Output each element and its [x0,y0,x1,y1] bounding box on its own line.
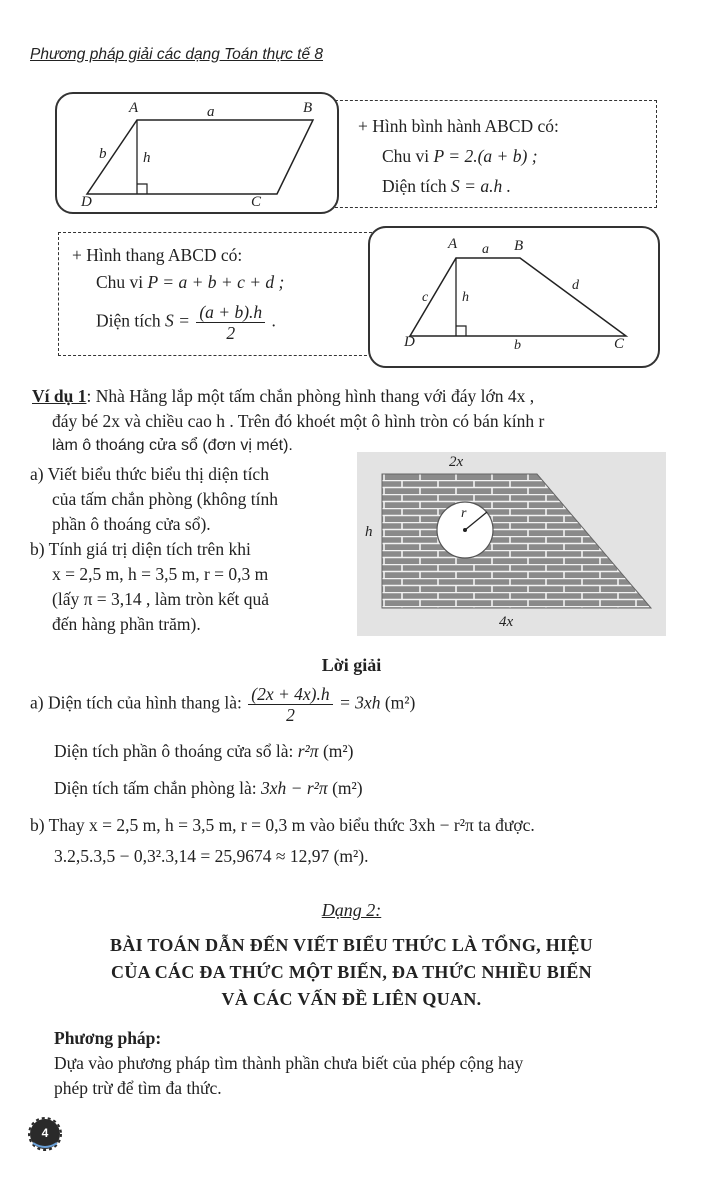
page-header: Phương pháp giải các dạng Toán thực tế 8 [30,46,324,63]
solution-a1-result: = 3xh [339,692,381,713]
example-line-1 [32,386,534,406]
solution-a1-fraction [248,684,332,725]
part-b-line-1: b) Tính giá trị diện tích trên khi [30,539,251,559]
method-label: Phương pháp: [54,1028,162,1048]
trap-perimeter-label: Chu vi [96,272,144,292]
trap-perimeter-formula: P = a + b + c + d ; [147,272,285,292]
brick-wall-svg [357,452,666,636]
trap-area-suffix: . [271,310,276,331]
section-heading-line-3: VÀ CÁC VẤN ĐỀ LIÊN QUAN. [221,989,482,1009]
solution-a2-formula: r²π [297,741,319,761]
trap-side-d: d [572,278,579,293]
solution-b-line-2: 3.2,5.3,5 − 0,3².3,14 = 25,9674 ≈ 12,97 (m²). [54,846,369,866]
side-label-b: b [99,146,107,162]
trap-side-a: a [482,242,489,257]
trapezoid-shape [410,258,626,336]
example-text-1: : Nhà Hằng lắp một tấm chắn phòng hình thang với đáy lớn 4x , [86,386,535,406]
page-number-badge [28,1117,62,1151]
trapezoid-perimeter [96,272,284,292]
part-b-line-3: (lấy π = 3,14 , làm tròn kết quả [52,589,269,609]
figure-label-bottom: 4x [499,614,514,630]
brick-wall-figure [357,452,666,636]
area-formula: S = a.h . [451,176,511,196]
example-line-3: làm ô thoáng cửa sổ (đơn vị mét). [52,437,293,454]
example-part-b [30,537,269,637]
solution-title: Lời giải [321,655,382,675]
section-type-label: Dạng 2: [321,900,382,920]
example-line-2: đáy bé 2x và chiều cao h . Trên đó khoét một ô hình tròn có bán kính r [52,411,545,431]
part-a-line-2: của tấm chắn phòng (không tính [52,489,278,509]
section-heading-line-2: CỦA CÁC ĐA THỨC MỘT BIẾN, ĐA THỨC NHIỀU BIẾN [111,962,592,982]
solution-a2-text: Diện tích phần ô thoáng cửa sổ là: [54,741,294,761]
example-label: Ví dụ 1 [32,386,87,406]
figure-label-side: h [365,524,373,540]
vertex-label-D: D [81,194,92,210]
trap-area-prefix: S = [165,310,190,331]
solution-a1-denominator: 2 [286,705,295,726]
vertex-label-B: B [303,100,313,116]
trapezoid-right-angle-mark [456,326,466,336]
trap-side-c: c [422,290,429,305]
example-part-a [30,462,278,537]
trap-area-fraction [196,302,265,343]
parallelogram-area [382,176,511,196]
side-label-a: a [207,104,215,120]
parallelogram-title: + Hình bình hành ABCD có: [358,116,559,136]
solution-a-line-2 [54,741,353,761]
trapezoid-figure-box [368,226,660,368]
part-b-line-2: x = 2,5 m, h = 3,5 m, r = 0,3 m [52,564,269,584]
solution-a-line-1 [30,684,415,725]
trap-vertex-C: C [614,336,625,352]
part-a-line-1: a) Viết biểu thức biểu thị diện tích [30,464,269,484]
part-b-line-4: đến hàng phần trăm). [52,614,201,634]
trap-area-numerator: (a + b).h [196,302,265,323]
area-label: Diện tích [382,176,447,196]
solution-a-line-3 [54,778,363,798]
method-line-1: Dựa vào phương pháp tìm thành phần chưa biết của phép cộng hay [54,1053,524,1073]
part-a-line-3: phần ô thoáng cửa sổ). [52,514,211,534]
solution-a3-text: Diện tích tấm chắn phòng là: [54,778,257,798]
trapezoid-title: + Hình thang ABCD có: [72,245,243,265]
trap-height-h: h [462,290,469,305]
page-number: 4 [41,1126,49,1140]
trap-vertex-B: B [514,238,524,254]
parallelogram-shape [87,120,313,194]
trap-area-label: Diện tích [96,310,161,331]
parallelogram-perimeter [382,146,538,166]
solution-b-line-1: b) Thay x = 2,5 m, h = 3,5 m, r = 0,3 m vào biểu thức 3xh − r²π ta được. [30,815,535,835]
method-line-2: phép trừ để tìm đa thức. [54,1078,222,1098]
solution-a3-unit: (m²) [332,778,363,798]
solution-a1-numerator: (2x + 4x).h [248,684,332,705]
solution-a1-unit: (m²) [384,692,416,713]
perimeter-label: Chu vi [382,146,430,166]
figure-label-radius: r [461,506,467,521]
right-angle-mark [137,184,147,194]
height-label-h: h [143,150,151,166]
trap-area-denominator: 2 [226,323,236,344]
vertex-label-C: C [251,194,262,210]
solution-a3-formula: 3xh − r²π [261,778,328,798]
solution-a1-text: a) Diện tích của hình thang là: [30,692,242,713]
trap-side-b: b [514,338,521,353]
trap-vertex-D: D [404,334,415,350]
perimeter-formula: P = 2.(a + b) ; [433,146,538,166]
center-dot [463,528,467,532]
solution-a2-unit: (m²) [322,741,354,761]
section-heading-line-1: BÀI TOÁN DẪN ĐẾN VIẾT BIỂU THỨC LÀ TỔNG, HIỆU [110,935,593,955]
vertex-label-A: A [129,100,139,116]
brick-trapezoid [382,474,651,608]
figure-label-top: 2x [449,454,464,470]
trap-vertex-A: A [448,236,458,252]
parallelogram-figure-box [55,92,339,214]
trapezoid-area [96,302,276,343]
